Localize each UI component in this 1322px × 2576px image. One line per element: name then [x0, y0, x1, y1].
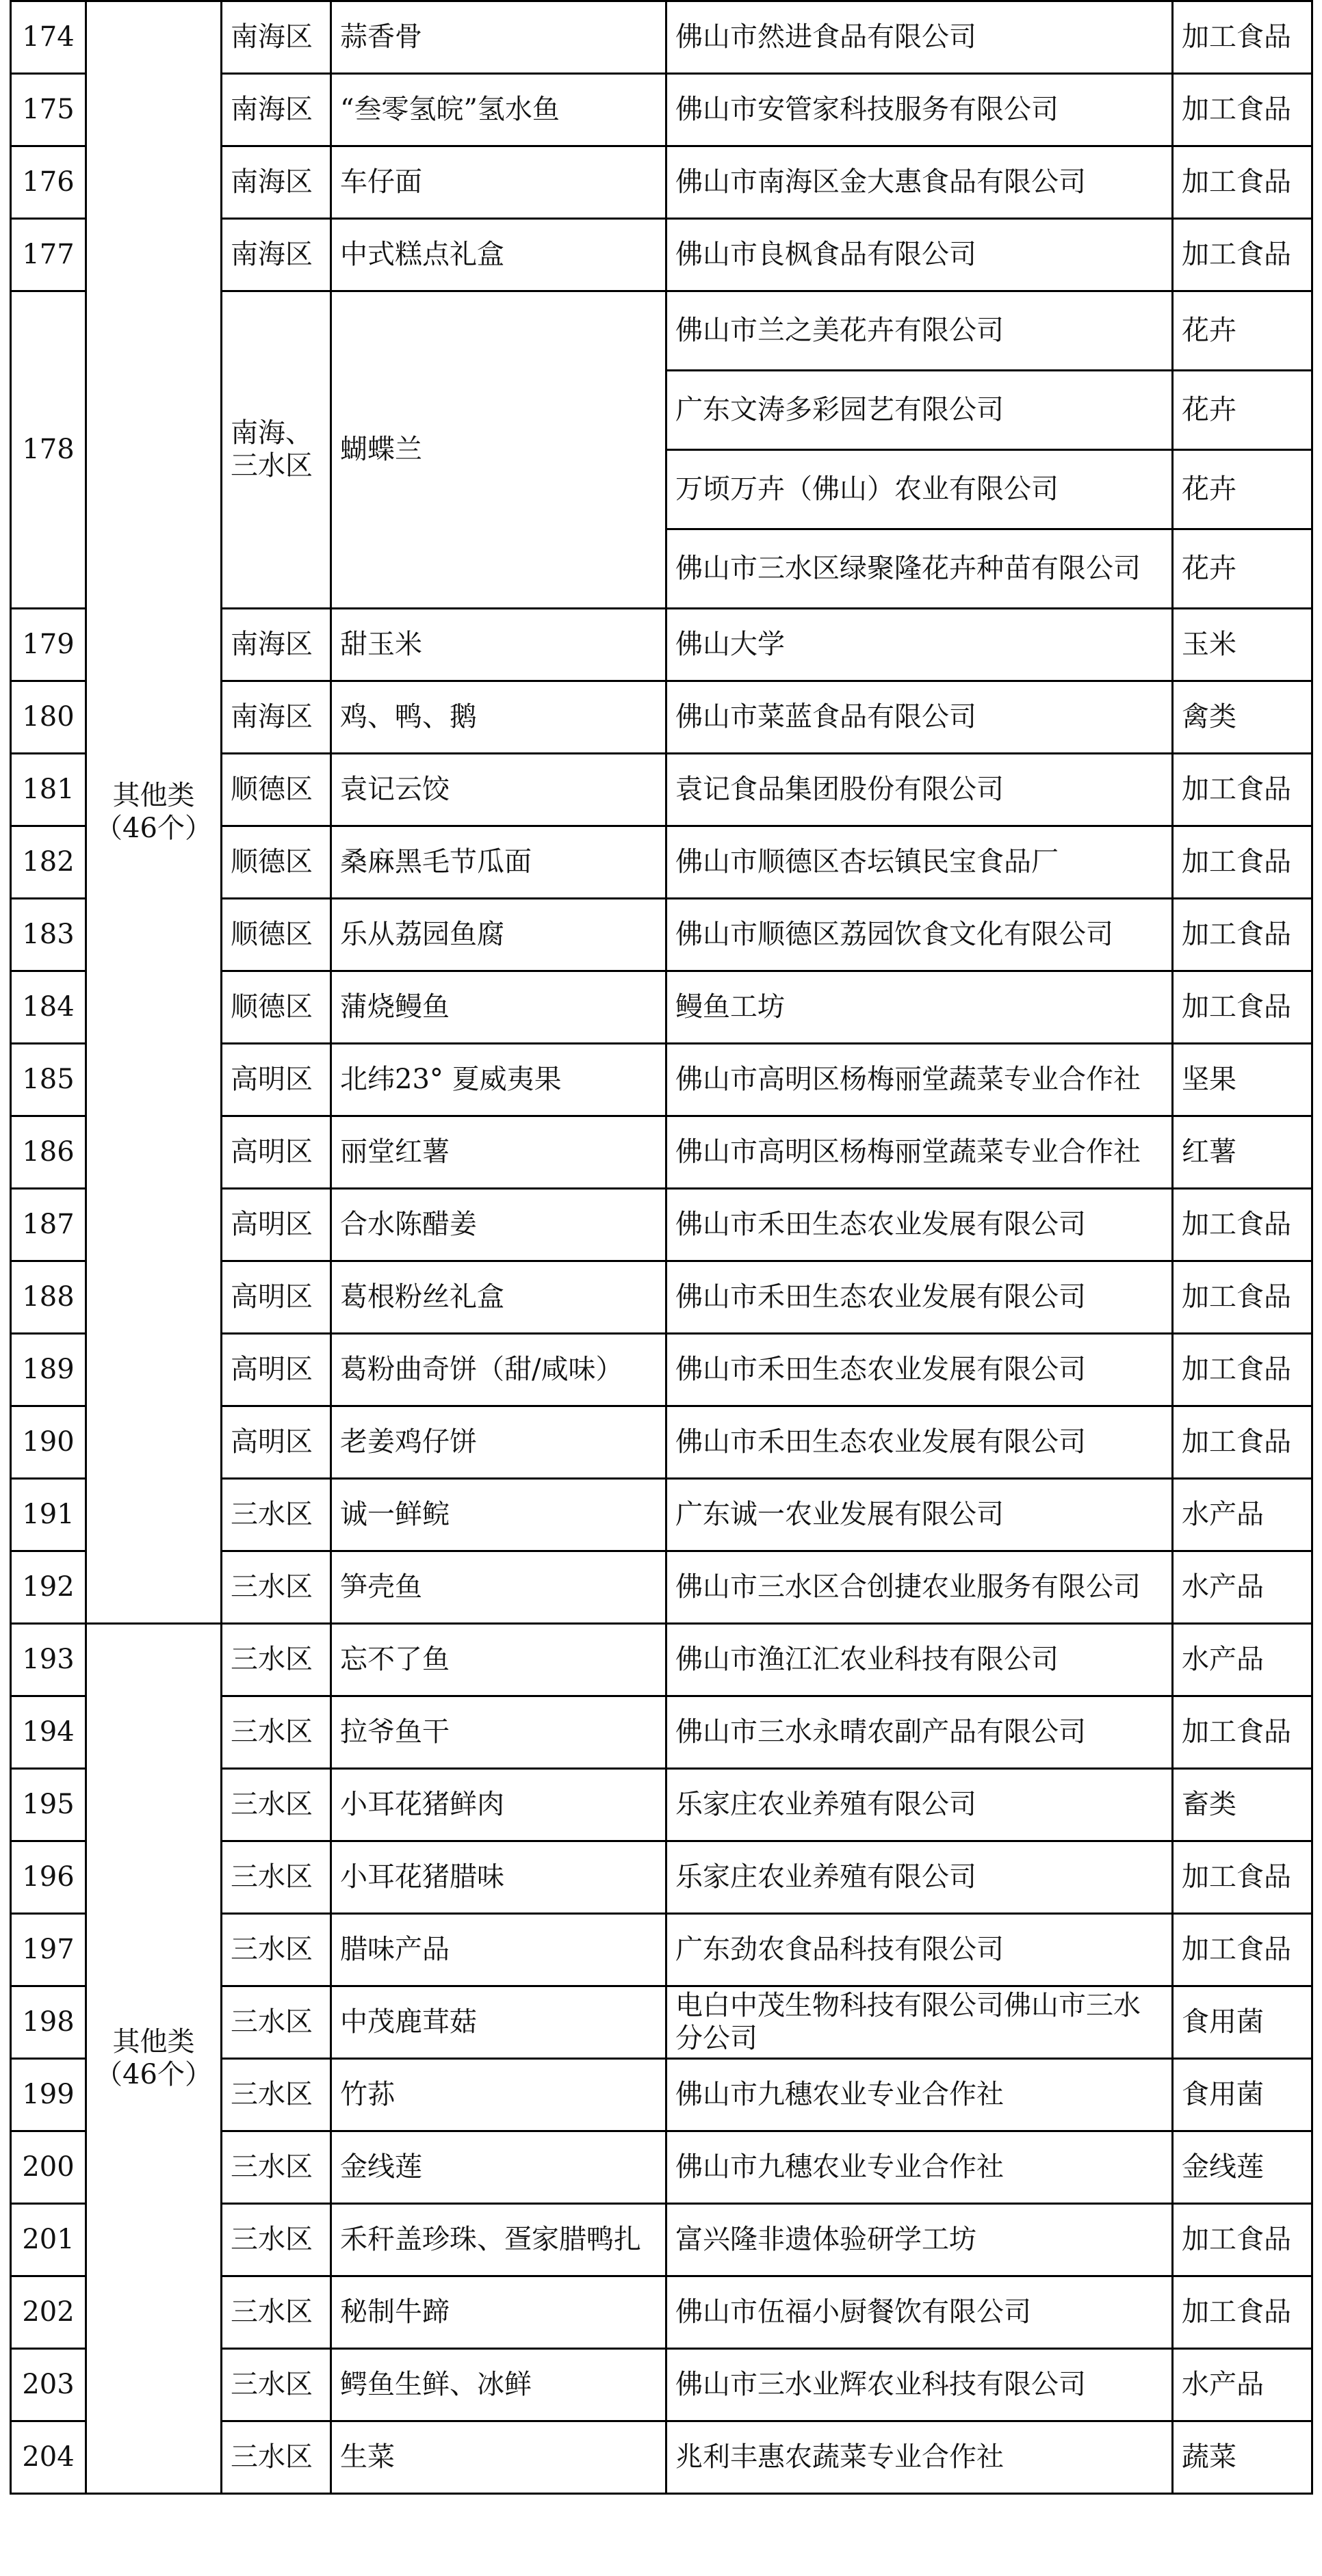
type-cell: 加工食品: [1173, 219, 1312, 291]
product-list-table: [10, 0, 1313, 2495]
type-cell: 加工食品: [1173, 1334, 1312, 1406]
company-cell: 佛山市禾田生态农业发展有限公司: [666, 1334, 1173, 1406]
type-cell: 花卉: [1173, 450, 1312, 529]
product-cell: 袁记云饺: [331, 754, 666, 826]
category-cell: 其他类（46个）: [86, 1624, 222, 2494]
company-cell: 佛山市三水永晴农副产品有限公司: [666, 1696, 1173, 1769]
row-number: 201: [11, 2204, 86, 2276]
row-number: 188: [11, 1261, 86, 1334]
product-cell: 合水陈醋姜: [331, 1189, 666, 1261]
company-cell: 佛山市三水区绿聚隆花卉种苗有限公司: [666, 529, 1173, 609]
row-number: 186: [11, 1116, 86, 1189]
company-cell: 兆利丰惠农蔬菜专业合作社: [666, 2421, 1173, 2494]
row-number: 187: [11, 1189, 86, 1261]
type-cell: 加工食品: [1173, 826, 1312, 899]
district-cell: 三水区: [222, 1696, 331, 1769]
district-cell: 三水区: [222, 2204, 331, 2276]
company-cell: 富兴隆非遗体验研学工坊: [666, 2204, 1173, 2276]
row-number: 185: [11, 1044, 86, 1116]
type-cell: 红薯: [1173, 1116, 1312, 1189]
product-cell: 蒲烧鳗鱼: [331, 971, 666, 1044]
district-cell: 顺德区: [222, 754, 331, 826]
row-number: 198: [11, 1986, 86, 2059]
company-cell: 佛山市安管家科技服务有限公司: [666, 74, 1173, 146]
product-cell: 金线莲: [331, 2131, 666, 2204]
type-cell: 加工食品: [1173, 74, 1312, 146]
company-cell: 佛山市顺德区杏坛镇民宝食品厂: [666, 826, 1173, 899]
company-cell: 广东文涛多彩园艺有限公司: [666, 371, 1173, 450]
district-cell: 南海区: [222, 219, 331, 291]
row-number: 196: [11, 1841, 86, 1914]
row-number: 180: [11, 681, 86, 754]
district-cell: 高明区: [222, 1116, 331, 1189]
company-cell: 佛山市三水业辉农业科技有限公司: [666, 2349, 1173, 2421]
row-number: 199: [11, 2059, 86, 2131]
company-cell: 佛山市伍福小厨餐饮有限公司: [666, 2276, 1173, 2349]
district-cell: 南海区: [222, 609, 331, 681]
category-cell: 其他类（46个）: [86, 1, 222, 1624]
district-cell: 三水区: [222, 1769, 331, 1841]
type-cell: 食用菌: [1173, 2059, 1312, 2131]
district-cell: 三水区: [222, 1914, 331, 1986]
type-cell: 畜类: [1173, 1769, 1312, 1841]
type-cell: 加工食品: [1173, 754, 1312, 826]
district-cell: 顺德区: [222, 971, 331, 1044]
product-cell: 桑麻黑毛节瓜面: [331, 826, 666, 899]
company-cell: 佛山市九穗农业专业合作社: [666, 2059, 1173, 2131]
product-cell: 蒜香骨: [331, 1, 666, 74]
table-row: [11, 1624, 1312, 1696]
company-cell: 乐家庄农业养殖有限公司: [666, 1769, 1173, 1841]
company-cell: 佛山市高明区杨梅丽堂蔬菜专业合作社: [666, 1044, 1173, 1116]
type-cell: 加工食品: [1173, 1261, 1312, 1334]
district-cell: 南海、三水区: [222, 291, 331, 609]
type-cell: 加工食品: [1173, 1914, 1312, 1986]
product-cell: 忘不了鱼: [331, 1624, 666, 1696]
row-number: 195: [11, 1769, 86, 1841]
type-cell: 玉米: [1173, 609, 1312, 681]
type-cell: 花卉: [1173, 371, 1312, 450]
company-cell: 佛山市菜蓝食品有限公司: [666, 681, 1173, 754]
product-cell: 葛粉曲奇饼（甜/咸味）: [331, 1334, 666, 1406]
company-cell: 佛山市禾田生态农业发展有限公司: [666, 1261, 1173, 1334]
district-cell: 三水区: [222, 1986, 331, 2059]
row-number: 194: [11, 1696, 86, 1769]
product-cell: 生菜: [331, 2421, 666, 2494]
district-cell: 南海区: [222, 146, 331, 219]
row-number: 204: [11, 2421, 86, 2494]
product-cell: 老姜鸡仔饼: [331, 1406, 666, 1479]
table-body: [11, 1, 1312, 2494]
product-cell: 笋壳鱼: [331, 1551, 666, 1624]
type-cell: 坚果: [1173, 1044, 1312, 1116]
product-cell: 葛根粉丝礼盒: [331, 1261, 666, 1334]
company-cell: 佛山市高明区杨梅丽堂蔬菜专业合作社: [666, 1116, 1173, 1189]
company-cell: 佛山大学: [666, 609, 1173, 681]
product-cell: 诚一鲜鲩: [331, 1479, 666, 1551]
row-number: 179: [11, 609, 86, 681]
district-cell: 南海区: [222, 1, 331, 74]
type-cell: 金线莲: [1173, 2131, 1312, 2204]
row-number: 184: [11, 971, 86, 1044]
district-cell: 三水区: [222, 2349, 331, 2421]
district-cell: 三水区: [222, 1624, 331, 1696]
row-number: 192: [11, 1551, 86, 1624]
district-cell: 顺德区: [222, 899, 331, 971]
type-cell: 水产品: [1173, 1551, 1312, 1624]
type-cell: 加工食品: [1173, 1189, 1312, 1261]
type-cell: 蔬菜: [1173, 2421, 1312, 2494]
company-cell: 电白中茂生物科技有限公司佛山市三水分公司: [666, 1986, 1173, 2059]
district-cell: 顺德区: [222, 826, 331, 899]
company-cell: 佛山市顺德区荔园饮食文化有限公司: [666, 899, 1173, 971]
type-cell: 加工食品: [1173, 1696, 1312, 1769]
company-cell: 袁记食品集团股份有限公司: [666, 754, 1173, 826]
type-cell: 加工食品: [1173, 971, 1312, 1044]
district-cell: 高明区: [222, 1406, 331, 1479]
row-number: 176: [11, 146, 86, 219]
product-cell: 禾秆盖珍珠、疍家腊鸭扎: [331, 2204, 666, 2276]
product-cell: 小耳花猪鲜肉: [331, 1769, 666, 1841]
product-cell: 小耳花猪腊味: [331, 1841, 666, 1914]
product-cell: 乐从荔园鱼腐: [331, 899, 666, 971]
company-cell: 佛山市渔江汇农业科技有限公司: [666, 1624, 1173, 1696]
type-cell: 食用菌: [1173, 1986, 1312, 2059]
product-cell: 中茂鹿茸菇: [331, 1986, 666, 2059]
product-cell: 鳄鱼生鲜、冰鲜: [331, 2349, 666, 2421]
district-cell: 高明区: [222, 1189, 331, 1261]
district-cell: 南海区: [222, 681, 331, 754]
district-cell: 南海区: [222, 74, 331, 146]
row-number: 197: [11, 1914, 86, 1986]
type-cell: 水产品: [1173, 2349, 1312, 2421]
product-cell: 竹荪: [331, 2059, 666, 2131]
district-cell: 三水区: [222, 1479, 331, 1551]
product-cell: 腊味产品: [331, 1914, 666, 1986]
company-cell: 佛山市兰之美花卉有限公司: [666, 291, 1173, 371]
type-cell: 花卉: [1173, 529, 1312, 609]
product-cell: 鸡、鸭、鹅: [331, 681, 666, 754]
row-number: 191: [11, 1479, 86, 1551]
row-number: 202: [11, 2276, 86, 2349]
district-cell: 三水区: [222, 2059, 331, 2131]
type-cell: 加工食品: [1173, 1, 1312, 74]
type-cell: 花卉: [1173, 291, 1312, 371]
type-cell: 加工食品: [1173, 2276, 1312, 2349]
product-cell: 北纬23° 夏威夷果: [331, 1044, 666, 1116]
company-cell: 佛山市九穗农业专业合作社: [666, 2131, 1173, 2204]
company-cell: 佛山市南海区金大惠食品有限公司: [666, 146, 1173, 219]
row-number: 183: [11, 899, 86, 971]
product-cell: “叁零氢皖”氢水鱼: [331, 74, 666, 146]
product-cell: 车仔面: [331, 146, 666, 219]
row-number: 175: [11, 74, 86, 146]
row-number: 203: [11, 2349, 86, 2421]
table-row: [11, 1, 1312, 74]
product-cell: 甜玉米: [331, 609, 666, 681]
company-cell: 广东劲农食品科技有限公司: [666, 1914, 1173, 1986]
product-cell: 蝴蝶兰: [331, 291, 666, 609]
district-cell: 三水区: [222, 2421, 331, 2494]
product-cell: 拉爷鱼干: [331, 1696, 666, 1769]
row-number: 182: [11, 826, 86, 899]
company-cell: 佛山市三水区合创捷农业服务有限公司: [666, 1551, 1173, 1624]
company-cell: 佛山市良枫食品有限公司: [666, 219, 1173, 291]
district-cell: 三水区: [222, 1551, 331, 1624]
row-number: 189: [11, 1334, 86, 1406]
row-number: 190: [11, 1406, 86, 1479]
type-cell: 加工食品: [1173, 146, 1312, 219]
type-cell: 加工食品: [1173, 1406, 1312, 1479]
company-cell: 万顷万卉（佛山）农业有限公司: [666, 450, 1173, 529]
type-cell: 加工食品: [1173, 1841, 1312, 1914]
company-cell: 佛山市禾田生态农业发展有限公司: [666, 1406, 1173, 1479]
company-cell: 鳗鱼工坊: [666, 971, 1173, 1044]
row-number: 193: [11, 1624, 86, 1696]
product-cell: 秘制牛蹄: [331, 2276, 666, 2349]
district-cell: 三水区: [222, 1841, 331, 1914]
product-cell: 中式糕点礼盒: [331, 219, 666, 291]
type-cell: 禽类: [1173, 681, 1312, 754]
district-cell: 高明区: [222, 1044, 331, 1116]
row-number: 200: [11, 2131, 86, 2204]
row-number: 174: [11, 1, 86, 74]
row-number: 181: [11, 754, 86, 826]
company-cell: 佛山市然进食品有限公司: [666, 1, 1173, 74]
type-cell: 加工食品: [1173, 899, 1312, 971]
type-cell: 水产品: [1173, 1479, 1312, 1551]
row-number: 178: [11, 291, 86, 609]
company-cell: 乐家庄农业养殖有限公司: [666, 1841, 1173, 1914]
district-cell: 高明区: [222, 1334, 331, 1406]
product-cell: 丽堂红薯: [331, 1116, 666, 1189]
company-cell: 佛山市禾田生态农业发展有限公司: [666, 1189, 1173, 1261]
row-number: 177: [11, 219, 86, 291]
company-cell: 广东诚一农业发展有限公司: [666, 1479, 1173, 1551]
type-cell: 水产品: [1173, 1624, 1312, 1696]
type-cell: 加工食品: [1173, 2204, 1312, 2276]
district-cell: 高明区: [222, 1261, 331, 1334]
district-cell: 三水区: [222, 2131, 331, 2204]
district-cell: 三水区: [222, 2276, 331, 2349]
